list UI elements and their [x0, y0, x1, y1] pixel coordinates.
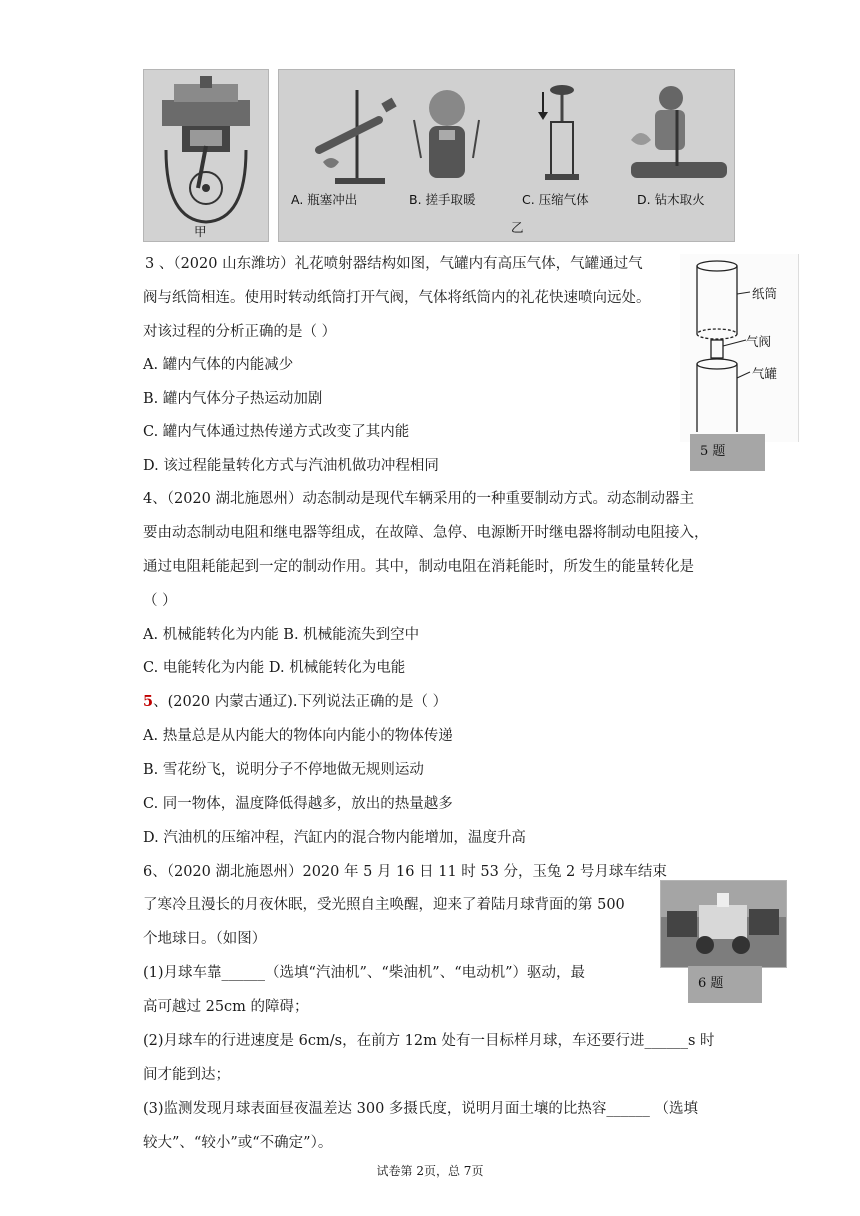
q3-option-a: A. 罐内气体的内能减少 [143, 357, 294, 373]
figure-lunar-rover [660, 880, 787, 968]
q6-line-3: 个地球日。（如图） [143, 931, 267, 947]
q6-part-1-b: 高可越过 25cm 的障碍； [143, 999, 309, 1015]
figure-engine-jia [143, 69, 269, 242]
figure-yi-label: 乙 [511, 220, 524, 235]
caption-a: A. 瓶塞冲出 [291, 192, 358, 207]
q3-line-3: 对该过程的分析正确的是（ ） [143, 324, 337, 340]
figure-tag-q6: 6 题 [688, 966, 762, 1003]
label-gas-can: 气罐 [752, 366, 778, 381]
q6-line-1: 6、（2020 湖北施恩州）2020 年 5 月 16 日 11 时 53 分，玉兔 2 号月球车结束 [143, 864, 667, 880]
launcher-diagram [680, 254, 798, 442]
engine-diagram [144, 70, 268, 241]
q5-option-d: D. 汽油机的压缩冲程，汽缸内的混合物内能增加，温度升高 [143, 830, 526, 846]
q5-stem [143, 692, 447, 712]
q3-line-1: 3 、（2020 山东潍坊）礼花喷射器结构如图，气罐内有高压气体，气罐通过气 [145, 256, 643, 272]
label-paper-tube: 纸筒 [752, 286, 778, 301]
caption-d: D. 钻木取火 [637, 192, 705, 207]
q5-stem-text: 、(2020 内蒙古通辽).下列说法正确的是（ ） [153, 694, 448, 710]
scenes-diagram [279, 70, 734, 241]
page-footer: 试卷第 2页，总 7页 [376, 1164, 484, 1178]
q6-part-2-a: (2)月球车的行进速度是 6cm/s，在前方 12m 处有一目标样月球，车还要行进______s 时 [143, 1033, 715, 1049]
q5-option-b: B. 雪花纷飞，说明分子不停地做无规则运动 [143, 762, 424, 778]
q4-line-1: 4、（2020 湖北施恩州）动态制动是现代车辆采用的一种重要制动方式。动态制动器主 [143, 491, 694, 507]
q5-option-a: A. 热量总是从内能大的物体向内能小的物体传递 [143, 728, 453, 744]
q4-options-row-2: C. 电能转化为内能 D. 机械能转化为电能 [143, 660, 406, 676]
q3-option-c: C. 罐内气体通过热传递方式改变了其内能 [143, 424, 410, 440]
q4-line-3: 通过电阻耗能起到一定的制动作用。其中，制动电阻在消耗能时，所发生的能量转化是 [143, 559, 694, 575]
q6-line-2: 了寒冷且漫长的月夜休眠，受光照自主唤醒，迎来了着陆月球背面的第 500 [143, 897, 625, 913]
q4-options-row-1: A. 机械能转化为内能 B. 机械能流失到空中 [143, 627, 420, 643]
q5-number: 5 [143, 693, 154, 710]
q3-option-b: B. 罐内气体分子热运动加剧 [143, 391, 323, 407]
q6-part-3-a: (3)监测发现月球表面昼夜温差达 300 多摄氏度，说明月面土壤的比热容______ （选填 [143, 1101, 699, 1117]
q5-option-c: C. 同一物体，温度降低得越多，放出的热量越多 [143, 796, 453, 812]
rover-photo [661, 881, 786, 967]
caption-b: B. 搓手取暖 [409, 192, 476, 207]
q6-part-3-b: 较大”、“较小”或“不确定”）。 [143, 1135, 333, 1151]
q6-part-2-b: 间才能到达； [143, 1067, 230, 1083]
label-valve: 气阀 [746, 334, 772, 349]
q6-part-1-a: (1)月球车靠______（选填“汽油机”、“柴油机”、“电动机”）驱动，最 [143, 965, 586, 981]
q3-option-d: D. 该过程能量转化方式与汽油机做功冲程相同 [143, 458, 439, 474]
caption-c: C. 压缩气体 [522, 192, 589, 207]
figure-fireworks-launcher [680, 254, 799, 442]
figure-scenes-yi [278, 69, 735, 242]
figure-jia-label: 甲 [194, 224, 207, 239]
q4-line-4: （ ） [143, 593, 177, 609]
figure-tag-q5: 5 题 [690, 434, 765, 471]
q3-line-2: 阀与纸筒相连。使用时转动纸筒打开气阀，气体将纸筒内的礼花快速喷向远处。 [143, 290, 651, 306]
q4-line-2: 要由动态制动电阻和继电器等组成，在故障、急停、电源断开时继电器将制动电阻接入， [143, 525, 709, 541]
